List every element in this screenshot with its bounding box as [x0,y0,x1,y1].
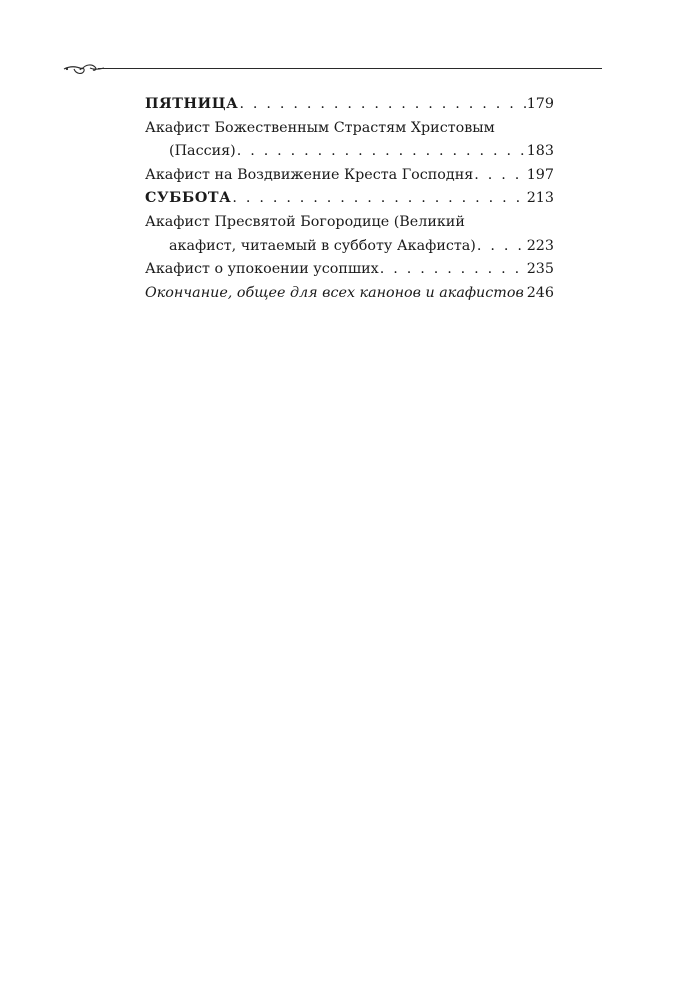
toc-page-number: 235 [526,261,554,278]
toc-page-number: 213 [526,190,554,207]
toc-entry-title: Акафист на Воздвижение Креста Господня [145,166,474,183]
toc-entry-title-continued: (Пассия) [169,143,236,160]
toc-entry-title: ПЯТНИЦА [145,96,239,112]
dot-leader [474,164,525,188]
toc-entry-title-continued: акафист, читаемый в субботу Акафиста) [169,237,476,254]
dot-leader [239,93,525,117]
toc-entry-title: СУББОТА [145,190,232,207]
table-of-contents [145,93,554,305]
toc-entry-conclusion[interactable] [145,282,554,306]
header-rule [98,68,602,69]
toc-entry-title: Акафист Пресвятой Богородице (Великий [145,213,465,230]
flourish-ornament-icon [62,58,104,80]
toc-entry-title: Окончание, общее для всех канонов и акафистов [145,284,524,301]
dot-leader [477,235,526,259]
toc-page-number: 179 [526,96,554,112]
dot-leader [525,282,526,306]
dot-leader [380,258,526,282]
toc-entry-akathist-departed[interactable] [145,258,554,282]
toc-entry-friday[interactable] [145,93,554,117]
toc-entry-akathist-passion[interactable] [145,117,554,164]
toc-entry-title: Акафист о упокоении усопших [145,261,379,278]
toc-page-number: 223 [526,237,554,254]
toc-entry-saturday[interactable] [145,187,554,211]
dot-leader [232,187,525,211]
toc-entry-akathist-theotokos[interactable] [145,211,554,258]
toc-entry-title: Акафист Божественным Страстям Христовым [145,119,495,136]
toc-page-number: 183 [526,143,554,160]
toc-entry-akathist-exaltation[interactable] [145,164,554,188]
toc-page-number: 246 [526,284,554,301]
dot-leader [237,140,526,164]
toc-page-number: 197 [526,166,554,183]
